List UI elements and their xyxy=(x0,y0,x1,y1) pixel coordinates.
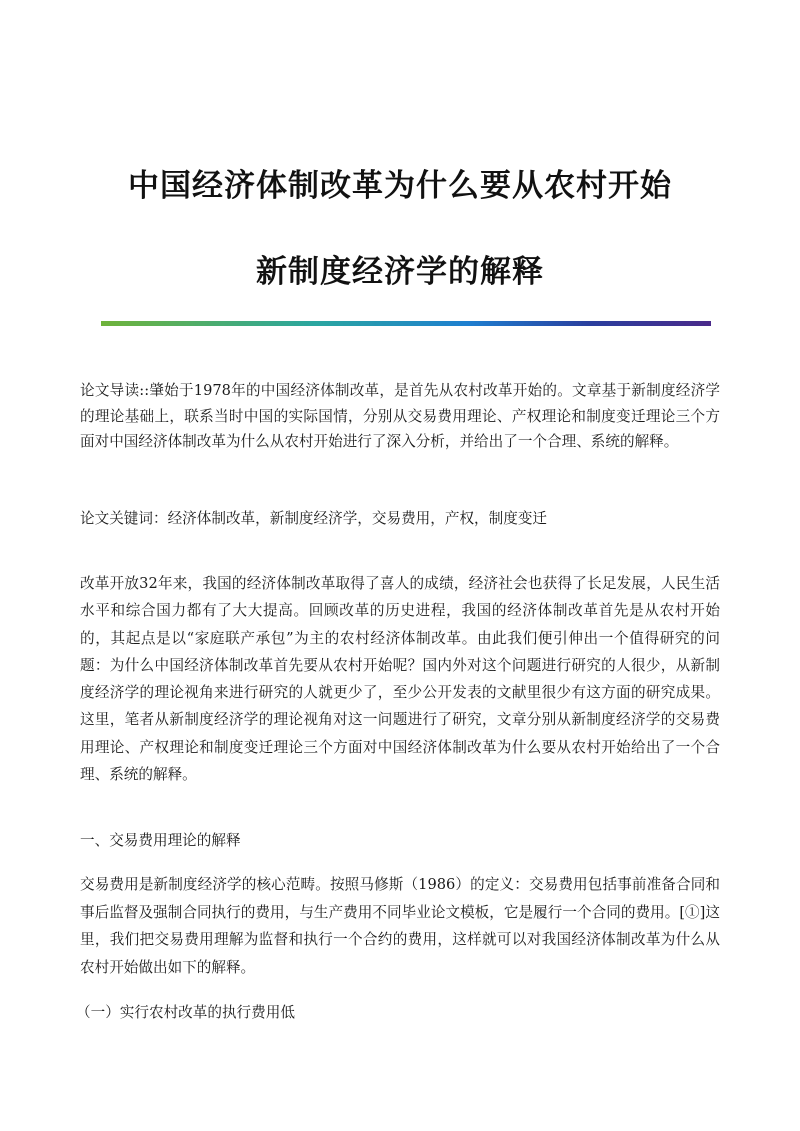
subsection-heading: （一）实行农村改革的执行费用低 xyxy=(76,1004,295,1021)
page-subtitle: 新制度经济学的解释 xyxy=(256,254,544,290)
abstract-paragraph: 论文导读::肇始于1978年的中国经济体制改革，是首先从农村改革开始的。文章基于新制度经济学的理论基础上，联系当时中国的实际国情，分别从交易费用理论、产权理论和制度变迁理论三个方面对中国经济体制改革为什么从农村开始进行了深入分析，并给出了一个合理、系统的解释。 xyxy=(80,382,720,451)
title-divider xyxy=(101,321,711,326)
section-body-paragraph: 交易费用是新制度经济学的核心范畴。按照马修斯（1986）的定义：交易费用包括事前准备合同和事后监督及强制合同执行的费用，与生产费用不同毕业论文模板，它是履行一个合同的费用。[①]这里，我们把交易费用理解为监督和执行一个合约的费用，这样就可以对我国经济体制改革为什么从农村开始做出如下的解释。 xyxy=(80,876,720,976)
section-heading: 一、交易费用理论的解释 xyxy=(80,832,241,849)
page-title: 中国经济体制改革为什么要从农村开始 xyxy=(128,168,672,204)
keywords-line: 论文关键词：经济体制改革，新制度经济学，交易费用，产权，制度变迁 xyxy=(80,510,548,527)
intro-paragraph: 改革开放32年来，我国的经济体制改革取得了喜人的成绩，经济社会也获得了长足发展，人民生活水平和综合国力都有了大大提高。回顾改革的历史进程，我国的经济体制改革首先是从农村开始的，其起点是以“家庭联产承包”为主的农村经济体制改革。由此我们便引伸出一个值得研究的问题：为什么中国经济体制改革首先要从农村开始呢？国内外对这个问题进行研究的人很少，从新制度经济学的理论视角来进行研究的人就更少了，至少公开发表的文献里很少有这方面的研究成果。这里，笔者从新制度经济学的理论视角对这一问题进行了研究，文章分别从新制度经济学的交易费用理论、产权理论和制度变迁理论三个方面对中国经济体制改革为什么要从农村开始给出了一个合理、系统的解释。 xyxy=(80,575,720,784)
